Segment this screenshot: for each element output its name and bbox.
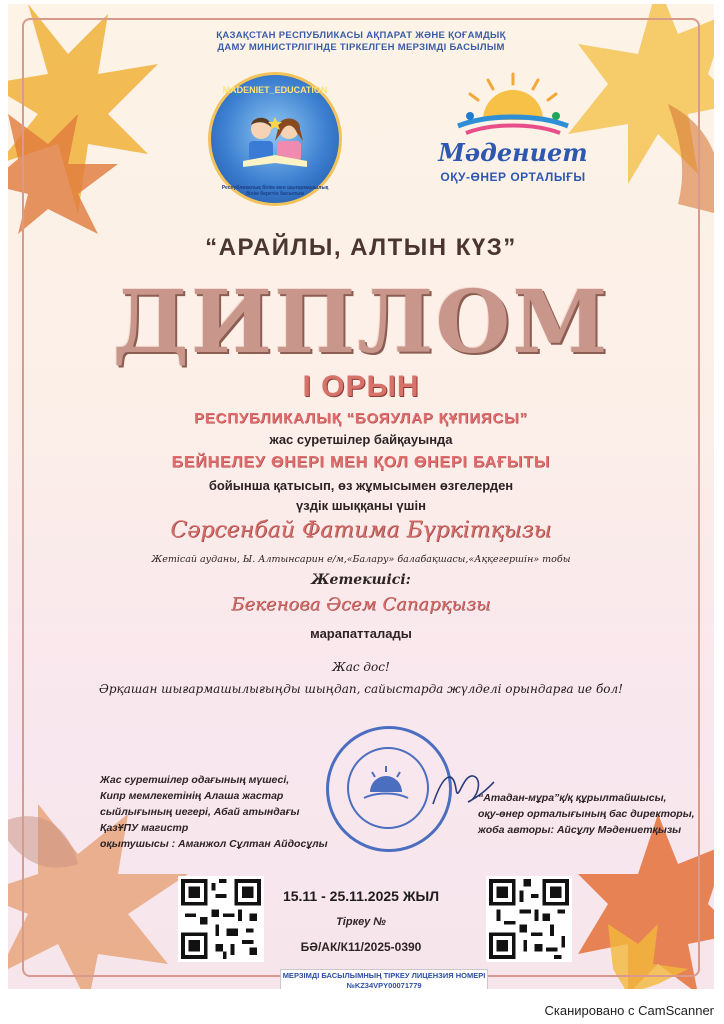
direction-line: БЕЙНЕЛЕУ ӨНЕРІ МЕН ҚОЛ ӨНЕРІ БАҒЫТЫ: [171, 454, 551, 471]
right-logo-title: Мәдениет: [438, 138, 588, 167]
diploma-sheet: [8, 4, 714, 989]
madeniet-art-center-logo: [428, 70, 628, 210]
logo-left-caption: Республикалық білім мен шығармашылық білім беретін басылым: [221, 185, 329, 197]
right-signatory-line: “Атадан-мұра”қ/қ құрылтайшысы,: [478, 792, 667, 804]
left-signatory: [100, 772, 340, 852]
reason-line: үздік шыққаны үшін: [296, 498, 426, 513]
madeniet-education-logo: [208, 72, 342, 206]
license-line-1: МЕРЗІМДІ БАСЫЛЫМНЫҢ ТІРКЕУ ЛИЦЕНЗИЯ НОМЕРІ: [282, 971, 486, 980]
place-award: І ОРЫН: [302, 370, 420, 403]
sun-logo-icon: [428, 70, 598, 140]
logo-left-title: MADENIET_EDUCATION: [222, 85, 328, 95]
event-title: “АРАЙЛЫ, АЛТЫН КҮЗ”: [205, 234, 517, 261]
wish-greeting: Жас дос!: [332, 660, 390, 674]
left-signatory-line: Жас суретшілер одағының мүшесі,: [100, 774, 290, 786]
right-signatory-line: жоба авторы: Айсұлу Мәдениетқызы: [478, 824, 682, 836]
contest-description: жас суретшілер байқауында: [269, 432, 453, 447]
registration-line-1: ҚАЗАҚСТАН РЕСПУБЛИКАСЫ АҚПАРАТ ЖӘНЕ ҚОҒАМДЫҚ: [216, 30, 506, 41]
registration-line-2: ДАМУ МИНИСТРЛІГІНДЕ ТІРКЕЛГЕН МЕРЗІМДІ БАСЫЛЫМ: [217, 42, 505, 53]
awarded-line: марапатталады: [310, 626, 412, 641]
license-line-2: №KZ34VPY00071779: [346, 981, 422, 989]
participation-line: бойынша қатысып, өз жұмысымен өзгелерден: [208, 478, 514, 493]
left-signatory-line: Кипр мемлекетінің Алаша жастар: [100, 790, 284, 802]
diploma-heading: ДИПЛОМ: [112, 272, 610, 373]
contest-name: РЕСПУБЛИКАЛЫҚ “БОЯУЛАР ҚҰПИЯСЫ”: [194, 410, 528, 427]
recipient-details: Жетісай ауданы, Ы. Алтынсарин е/м,«Балару» балабақшасы,«Аққегершін» тобы: [151, 554, 571, 565]
mentor-name: Бекенова Әсем Сапарқызы: [231, 594, 491, 615]
right-signatory: [478, 790, 704, 838]
registration-header: [8, 30, 714, 54]
right-signatory-line: оқу-өнер орталығының бас директоры,: [478, 808, 695, 820]
left-signatory-line: оқытушысы : Аманжол Сұлтан Айдосұлы: [100, 838, 328, 850]
license-box: [280, 969, 488, 989]
mentor-label: Жетекшісі:: [311, 572, 411, 588]
children-reading-icon: [241, 115, 309, 167]
scanner-watermark: Сканировано с CamScanner: [544, 1003, 714, 1018]
left-signatory-line: сыйлығының иегері, Абай атындағы ҚазҰПУ магистр: [100, 806, 300, 834]
right-logo-subtitle: ОҚУ-ӨНЕР ОРТАЛЫҒЫ: [440, 170, 586, 184]
recipient-name: Сәрсенбай Фатима Бүркітқызы: [170, 518, 552, 543]
wish-message: Әрқашан шығармашылығыңды шыңдап, сайыстарда жүлделі орындарға ие бол!: [99, 682, 623, 696]
registration-label: Тіркеу №: [336, 916, 386, 928]
registration-number: БӘ/АК/К11/2025-0390: [300, 940, 422, 954]
contest-dates: 15.11 - 25.11.2025 ЖЫЛ: [282, 888, 440, 904]
